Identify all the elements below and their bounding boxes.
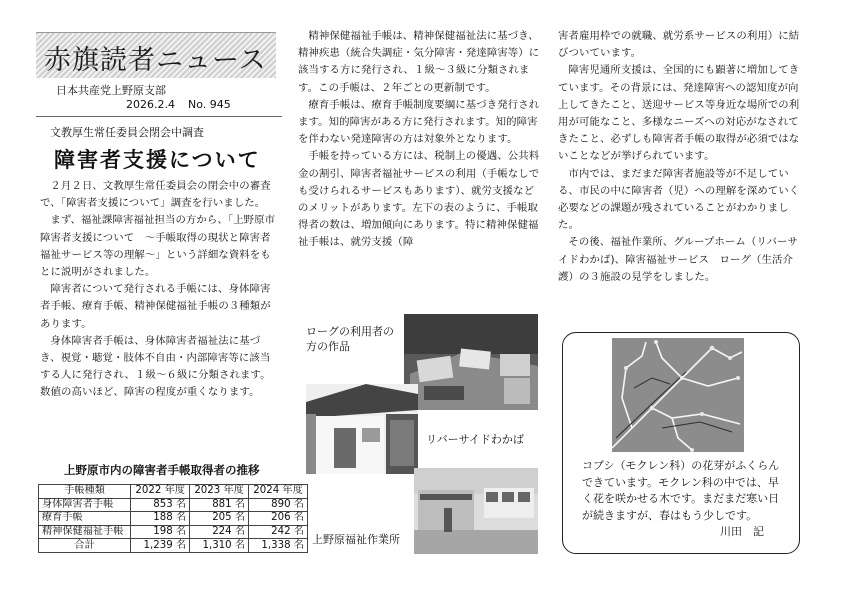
- table-row: [39, 512, 308, 526]
- masthead-title: 赤旗読者ニュース: [44, 45, 267, 76]
- table-cell: 224 名: [190, 525, 249, 539]
- paragraph: 身体障害者手帳は、身体障害者福祉法に基づき、視覚・聴覚・肢体不自由・内部障害等に該当する人に発行され、１級～６級に分類されます。数値の高いほど、障害の程度が重くなります。: [40, 334, 271, 399]
- riverside-photo-caption: リバーサイドわかば: [426, 433, 524, 446]
- article-column-2: [298, 28, 542, 252]
- kobushi-buds-photo: [612, 338, 744, 452]
- table-cell: 1,338 名: [249, 539, 308, 553]
- note-signature: 川田 記: [720, 525, 764, 538]
- paragraph: 市内では、まだまだ障害者施設等が不足している、市民の中に障害者（児）への理解を深めていく必要などの課題が残されていることがわかりました。: [558, 167, 800, 232]
- table-row: [39, 498, 308, 512]
- table-header: 手帳種類: [39, 485, 131, 499]
- paragraph: 障害者について発行される手帳には、身体障害者手帳、療育手帳、精神保健福祉手帳の３種類があります。: [40, 283, 271, 330]
- handbook-holders-table: [38, 484, 308, 553]
- table-cell: 890 名: [249, 498, 308, 512]
- paragraph: その後、福祉作業所、グループホーム（リバーサイドわかば)、障害福祉サービス ローグ（生活介護）の３施設の見学をしました。: [558, 236, 799, 283]
- article-kicker: 文教厚生常任委員会閉会中調査: [50, 126, 204, 139]
- paragraph: 害者雇用枠での就職、就労系サービスの利用）に結びついています。: [558, 30, 800, 60]
- paragraph: ２月２日、文教厚生常任委員会の閉会中の審査で、「障害者支援について」調査を行いました。: [40, 180, 271, 210]
- issue-number: No. 945: [188, 98, 231, 111]
- table-cell: 206 名: [249, 512, 308, 526]
- table-cell: 198 名: [131, 525, 190, 539]
- table-header: 2022 年度: [131, 485, 190, 499]
- table-cell: 療育手帳: [39, 512, 131, 526]
- table-cell: 188 名: [131, 512, 190, 526]
- table-cell: 242 名: [249, 525, 308, 539]
- publisher: 日本共産党上野原支部: [56, 84, 166, 97]
- table-header-row: [39, 485, 308, 499]
- table-cell: 身体障害者手帳: [39, 498, 131, 512]
- issue-date: 2026.2.4: [126, 98, 175, 111]
- paragraph: 手帳を持っている方には、税制上の優遇、公共料金の割引、障害者福祉サービスの利用（手帳なしでも受けられるサービスもあります）、就労支援などのメリットがあります。左下の表のように、手帳取得者の数は、増加傾向にあります。特に精神保健福祉手帳は、就労支援（障: [298, 150, 540, 249]
- welfare-workshop-photo: [414, 468, 538, 554]
- workshop-photo-caption: 上野原福祉作業所: [312, 533, 400, 546]
- paragraph: 療育手帳は、療育手帳制度要綱に基づき発行されます。知的障害がある方に発行されます。知的障害を伴わない発達障害の方は対象外となります。: [298, 98, 540, 146]
- table-cell: 精神保健福祉手帳: [39, 525, 131, 539]
- table-row: [39, 525, 308, 539]
- rogue-artwork-photo: [404, 314, 538, 410]
- rogue-photo-caption: ローグの利用者の方の作品: [306, 325, 394, 353]
- table-cell: 205 名: [190, 512, 249, 526]
- table-title: 上野原市内の障害者手帳取得者の推移: [64, 463, 260, 477]
- table-cell: 881 名: [190, 498, 249, 512]
- article-column-3: [558, 28, 802, 286]
- paragraph: 障害児通所支援は、全国的にも顕著に増加してきています。その背景には、発達障害への認知度が向上してきたこと、送迎サービス等身近な場所での利用が可能なこと、多様なニーズへの対応がなされてきたこと、必ずしも障害者手帳の取得が必須ではないことなどが挙げられています。: [558, 64, 800, 163]
- table-header: 2023 年度: [190, 485, 249, 499]
- table-cell: 合計: [39, 539, 131, 553]
- table-cell: 1,310 名: [190, 539, 249, 553]
- table-cell: 853 名: [131, 498, 190, 512]
- article-headline: 障害者支援について: [54, 148, 261, 172]
- masthead-divider: [36, 116, 282, 117]
- paragraph: 精神保健福祉手帳は、精神保健福祉法に基づき、精神疾患（統合失調症・気分障害・発達障害等）に該当する方に発行され、１級～３級に分類されます。この手帳は、２年ごとの更新制です。: [298, 30, 540, 94]
- seasonal-note-text: コブシ（モクレン科）の花芽がふくらんできています。モクレン科の中では、早く花を咲かせる木です。まだまだ寒い日が続きますが、春はもう少しです。: [582, 459, 780, 522]
- table-header: 2024 年度: [249, 485, 308, 499]
- paragraph: まず、福祉課障害福祉担当の方から、「上野原市障害者支援について ～手帳取得の現状と障害者福祉サービス等の理解～」という詳細な資料をもとに説明がされました。: [40, 214, 276, 279]
- table-cell: 1,239 名: [131, 539, 190, 553]
- table-row: [39, 539, 308, 553]
- riverside-wakaba-photo: [306, 384, 418, 474]
- article-column-1: [40, 178, 280, 402]
